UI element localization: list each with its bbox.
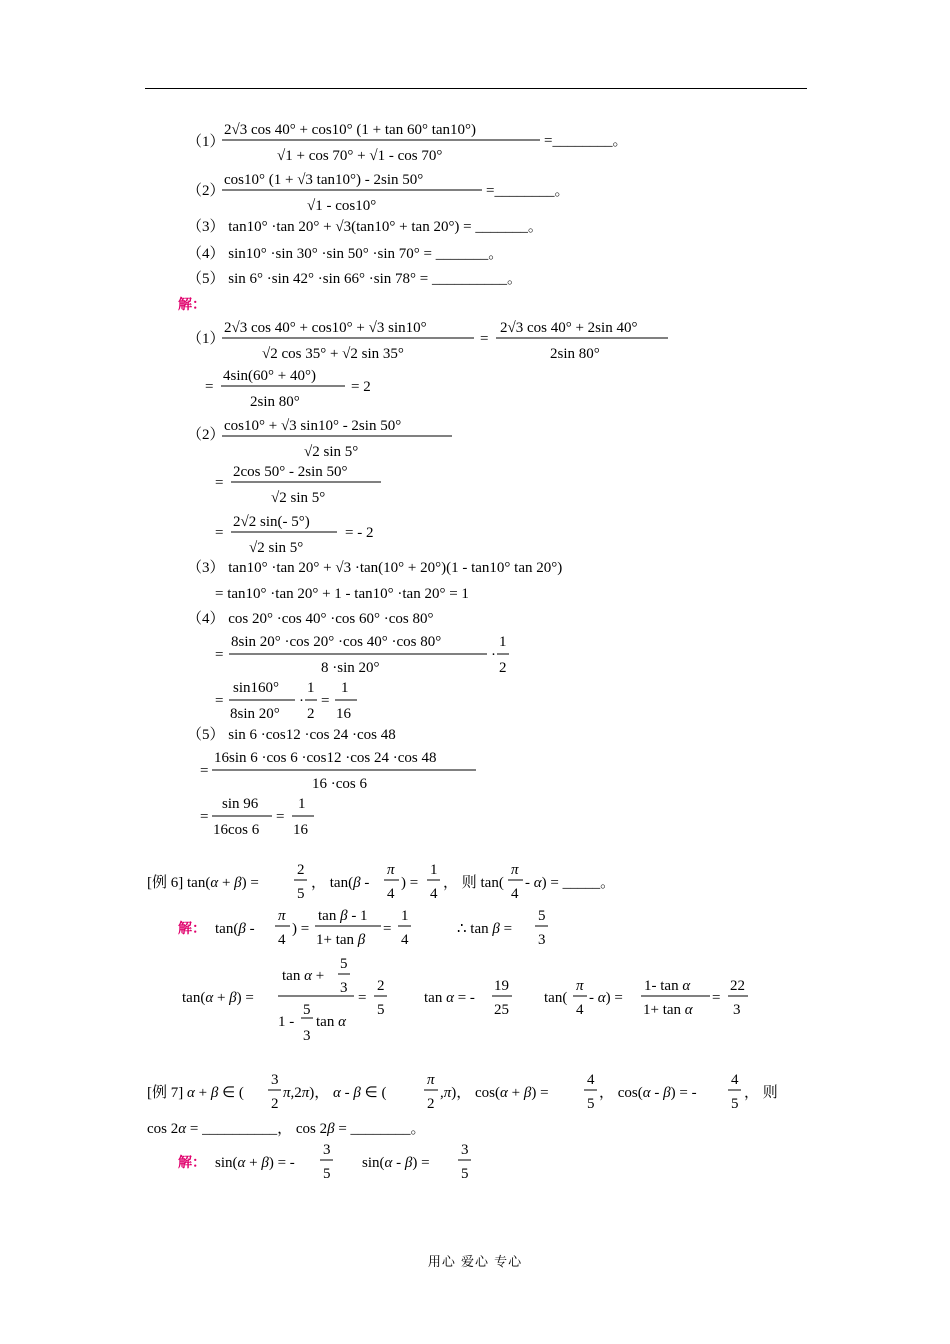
svg-text:tan α = -: tan α = - [424,990,475,1006]
svg-text:2: 2 [499,660,507,676]
a5b-formula [200,748,500,796]
svg-text:tan(β -: tan(β - [215,921,255,937]
svg-text:， 则 tan(: ， 则 tan( [443,875,504,891]
svg-text:π: π [278,908,286,924]
solution-label-1: 解： [178,297,206,313]
svg-text:1: 1 [401,908,409,924]
svg-text:- α) = _____。: - α) = _____。 [525,875,616,891]
svg-text:2: 2 [427,1096,435,1112]
svg-text:2: 2 [377,978,385,994]
a1b-formula [205,364,405,412]
svg-text:5: 5 [731,1096,739,1112]
svg-text:=: = [321,693,330,709]
page-footer: 用心 爱心 专心 [427,1255,523,1270]
svg-text:3: 3 [303,1028,311,1044]
a5c-formula [200,794,340,842]
svg-text:=: = [276,809,285,825]
svg-text:=: = [215,475,224,491]
solution-label-3: 解： [178,1155,206,1171]
e6-formula [147,860,667,908]
svg-text:= - 2: = - 2 [345,525,374,541]
svg-text:sin(α + β) = -: sin(α + β) = - [215,1155,295,1171]
svg-text:2sin 80°: 2sin 80° [550,346,600,362]
svg-text:=: = [215,525,224,541]
svg-text:) =: ) = [401,875,419,891]
q3: （3） tan10° ·tan 20° + √3(tan10° + tan 20°) = _______。 [187,219,543,235]
svg-text:3: 3 [461,1142,469,1158]
svg-text:16sin 6 ·cos 6 ·cos12 ·cos 24: 16sin 6 ·cos 6 ·cos12 ·cos 24 ·cos 48 [214,750,437,766]
svg-text:π: π [427,1072,435,1088]
svg-text:16 ·cos 6: 16 ·cos 6 [312,776,367,792]
svg-text:4: 4 [731,1072,739,1088]
svg-text:16cos 6: 16cos 6 [213,822,260,838]
e6a-formula [215,906,575,954]
svg-text:√2 sin 5°: √2 sin 5° [304,444,359,460]
e7a-formula [215,1140,495,1188]
svg-text:=: = [480,331,489,347]
svg-text:1: 1 [499,634,507,650]
svg-text:2√3 cos 40° + 2sin 40°: 2√3 cos 40° + 2sin 40° [500,320,638,336]
svg-text:16: 16 [293,822,308,838]
svg-text:sin(α - β) =: sin(α - β) = [362,1155,430,1171]
header-rule [145,88,807,89]
svg-text:) =: ) = [292,921,310,937]
svg-text:,π)， cos(α + β) =: ,π)， cos(α + β) = [440,1085,549,1101]
svg-text:， tan(β -: ， tan(β - [311,875,370,891]
svg-text:4sin(60° + 40°): 4sin(60° + 40°) [223,368,316,384]
svg-text:5: 5 [587,1096,595,1112]
svg-text:∴ tan β =: ∴ tan β = [457,921,513,937]
svg-text:sin160°: sin160° [233,680,280,696]
a5: （5） sin 6 ·cos12 ·cos 24 ·cos 48 [187,727,396,743]
svg-text:1: 1 [298,796,306,812]
svg-text:16: 16 [336,706,351,722]
svg-text:√2 cos 35° + √2 sin 35°: √2 cos 35° + √2 sin 35° [262,346,404,362]
a3: （3） tan10° ·tan 20° + √3 ·tan(10° + 20°)(1 - tan10° tan 20°) [187,560,563,576]
svg-text:3: 3 [733,1002,741,1018]
svg-text:1+ tan α: 1+ tan α [643,1002,693,1018]
q2-formula [222,168,602,216]
svg-text:√2 sin 5°: √2 sin 5° [249,540,304,556]
svg-text:√2 sin 5°: √2 sin 5° [271,490,326,506]
q5: （5） sin 6° ·sin 42° ·sin 66° ·sin 78° = __________。 [187,271,522,287]
svg-text:2: 2 [307,706,315,722]
svg-text:π: π [387,862,395,878]
svg-text:1: 1 [430,862,438,878]
svg-text:tan(: tan( [544,990,568,1006]
svg-text:4: 4 [511,886,519,902]
a1-formula [222,316,682,364]
svg-text:=: = [383,921,392,937]
a2c-formula [215,510,405,558]
a4b-formula [215,632,535,680]
svg-text:5: 5 [340,956,348,972]
svg-text:[例 7] α + β ∈ (: [例 7] α + β ∈ ( [147,1085,244,1101]
svg-text:5: 5 [377,1002,385,1018]
svg-text:√1 - cos10°: √1 - cos10° [307,198,377,214]
svg-text:=: = [358,990,367,1006]
svg-text:8sin 20° ·cos 20° ·cos 40° ·co: 8sin 20° ·cos 20° ·cos 40° ·cos 80° [231,634,442,650]
svg-text:8sin 20°: 8sin 20° [230,706,280,722]
svg-text:2cos 50° - 2sin 50°: 2cos 50° - 2sin 50° [233,464,348,480]
svg-text:- α) =: - α) = [589,990,623,1006]
svg-text:tan α +: tan α + [282,968,325,984]
svg-text:， 则: ， 则 [744,1085,778,1101]
svg-text:√1 + cos 70° + √1 - cos 70°: √1 + cos 70° + √1 - cos 70° [277,148,443,164]
svg-text:5: 5 [297,886,305,902]
svg-text:=: = [215,693,224,709]
svg-text:4: 4 [576,1002,584,1018]
svg-text:2√3 cos 40° + cos10° (1 + tan: 2√3 cos 40° + cos10° (1 + tan 60° tan10°) [224,122,477,138]
svg-text:3: 3 [271,1072,279,1088]
svg-text:1: 1 [341,680,349,696]
a2-label: （2） [187,427,225,443]
svg-text:cos10° (1 + √3 tan10°) - 2sin: cos10° (1 + √3 tan10°) - 2sin 50° [224,172,424,188]
svg-text:5: 5 [538,908,546,924]
svg-text:2: 2 [297,862,305,878]
e7-formula [147,1070,787,1118]
e6b-formula [182,956,762,1046]
svg-text:4: 4 [387,886,395,902]
svg-text:， cos(α - β) = -: ， cos(α - β) = - [599,1085,697,1101]
svg-text:=________。: =________。 [486,183,570,199]
svg-text:22: 22 [730,978,745,994]
svg-text:1 -: 1 - [278,1014,295,1030]
q1-label: （1） [187,134,225,150]
svg-text:4: 4 [430,886,438,902]
a1-label: （1） [187,331,225,347]
svg-text:=: = [215,647,224,663]
svg-text:1: 1 [307,680,315,696]
svg-text:[例 6] tan(α + β) =: [例 6] tan(α + β) = [147,875,259,891]
a3b: = tan10° ·tan 20° + 1 - tan10° ·tan 20° = 1 [215,586,469,602]
a4c-formula [215,678,395,726]
svg-text:2: 2 [271,1096,279,1112]
q4: （4） sin10° ·sin 30° ·sin 50° ·sin 70° = _______。 [187,246,504,262]
svg-text:π: π [511,862,519,878]
a4: （4） cos 20° ·cos 40° ·cos 60° ·cos 80° [187,611,434,627]
svg-text:3: 3 [538,932,546,948]
svg-text:8 ·sin 20°: 8 ·sin 20° [321,660,380,676]
svg-text:2√2 sin(- 5°): 2√2 sin(- 5°) [233,514,310,530]
e7b: cos 2α = __________， cos 2β = ________。 [147,1121,426,1137]
svg-text:=: = [712,990,721,1006]
svg-text:5: 5 [323,1166,331,1182]
solution-label-2: 解： [178,921,206,937]
q2-label: （2） [187,183,225,199]
svg-text:=: = [200,763,209,779]
svg-text:3: 3 [323,1142,331,1158]
svg-text:·: · [491,647,496,663]
svg-text:= 2: = 2 [351,379,371,395]
svg-text:=: = [200,809,209,825]
svg-text:tan β - 1: tan β - 1 [318,908,368,924]
svg-text:cos10° + √3 sin10° - 2sin 50°: cos10° + √3 sin10° - 2sin 50° [224,418,402,434]
svg-text:tan(α + β) =: tan(α + β) = [182,990,254,1006]
svg-text:4: 4 [278,932,286,948]
svg-text:4: 4 [401,932,409,948]
svg-text:π,2π)， α - β ∈ (: π,2π)， α - β ∈ ( [283,1085,387,1101]
svg-text:·: · [299,693,304,709]
svg-text:19: 19 [494,978,509,994]
svg-text:5: 5 [461,1166,469,1182]
svg-text:tan α: tan α [316,1014,346,1030]
svg-text:π: π [576,978,584,994]
svg-text:3: 3 [340,980,348,996]
svg-text:=: = [205,379,214,395]
svg-text:sin 96: sin 96 [222,796,259,812]
svg-text:1- tan α: 1- tan α [644,978,691,994]
a2-formula [222,414,462,462]
svg-text:2√3 cos 40° + cos10° + √3 sin1: 2√3 cos 40° + cos10° + √3 sin10° [224,320,427,336]
a2b-formula [215,460,395,508]
svg-text:5: 5 [303,1002,311,1018]
svg-text:2sin 80°: 2sin 80° [250,394,300,410]
svg-text:1+ tan β: 1+ tan β [316,932,366,948]
svg-text:4: 4 [587,1072,595,1088]
svg-text:25: 25 [494,1002,509,1018]
q1-formula [222,118,642,168]
svg-text:=________。: =________。 [544,133,628,149]
